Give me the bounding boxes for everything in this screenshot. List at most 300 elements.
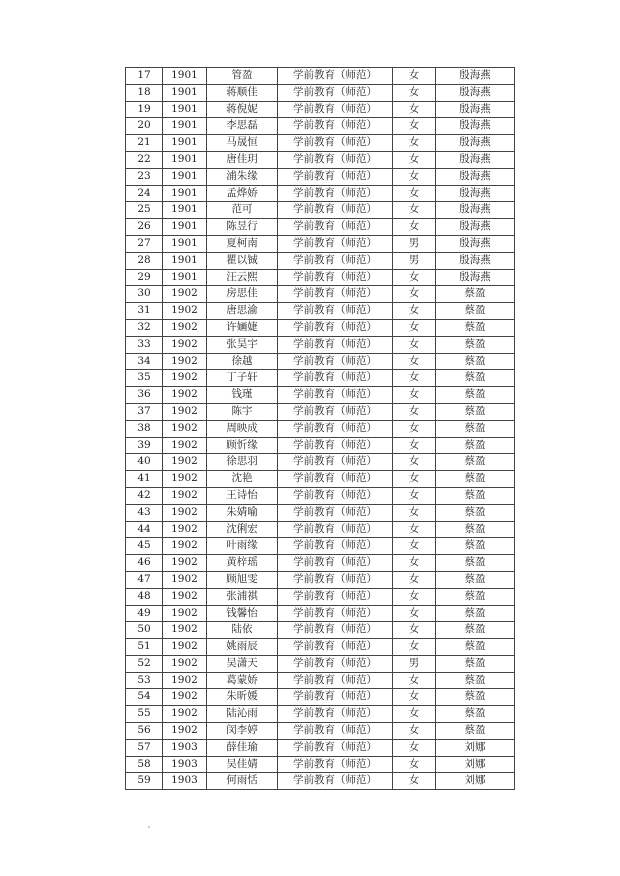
student-name-cell: 丁子轩 (207, 370, 278, 387)
major-cell: 学前教育（师范） (278, 168, 393, 185)
major-cell: 学前教育（师范） (278, 151, 393, 168)
teacher-cell: 蔡盈 (436, 420, 515, 437)
table-row (126, 118, 515, 135)
major-cell: 学前教育（师范） (278, 521, 393, 538)
table-row (126, 605, 515, 622)
teacher-cell: 刘娜 (436, 756, 515, 773)
student-name-cell: 陆沁雨 (207, 706, 278, 723)
table-row (126, 773, 515, 790)
major-cell: 学前教育（师范） (278, 101, 393, 118)
table-row (126, 84, 515, 101)
row-number-cell: 46 (126, 555, 163, 572)
row-number-cell: 47 (126, 571, 163, 588)
class-cell: 1902 (163, 672, 207, 689)
table-row (126, 555, 515, 572)
gender-cell: 女 (393, 370, 436, 387)
row-number-cell: 50 (126, 622, 163, 639)
major-cell: 学前教育（师范） (278, 353, 393, 370)
table-row (126, 219, 515, 236)
gender-cell: 女 (393, 487, 436, 504)
teacher-cell: 蔡盈 (436, 487, 515, 504)
major-cell: 学前教育（师范） (278, 639, 393, 656)
class-cell: 1902 (163, 706, 207, 723)
row-number-cell: 31 (126, 303, 163, 320)
gender-cell: 女 (393, 588, 436, 605)
row-number-cell: 55 (126, 706, 163, 723)
class-cell: 1901 (163, 84, 207, 101)
gender-cell: 女 (393, 555, 436, 572)
gender-cell: 女 (393, 387, 436, 404)
student-name-cell: 顾忻缘 (207, 437, 278, 454)
class-cell: 1902 (163, 353, 207, 370)
major-cell: 学前教育（师范） (278, 135, 393, 152)
row-number-cell: 57 (126, 739, 163, 756)
gender-cell: 男 (393, 655, 436, 672)
row-number-cell: 40 (126, 454, 163, 471)
row-number-cell: 48 (126, 588, 163, 605)
gender-cell: 女 (393, 521, 436, 538)
teacher-cell: 蔡盈 (436, 387, 515, 404)
class-cell: 1901 (163, 151, 207, 168)
gender-cell: 女 (393, 622, 436, 639)
gender-cell: 女 (393, 571, 436, 588)
row-number-cell: 24 (126, 185, 163, 202)
major-cell: 学前教育（师范） (278, 689, 393, 706)
row-number-cell: 41 (126, 471, 163, 488)
table-row (126, 303, 515, 320)
gender-cell: 男 (393, 252, 436, 269)
major-cell: 学前教育（师范） (278, 252, 393, 269)
table-row (126, 655, 515, 672)
teacher-cell: 蔡盈 (436, 588, 515, 605)
teacher-cell: 蔡盈 (436, 689, 515, 706)
major-cell: 学前教育（师范） (278, 269, 393, 286)
row-number-cell: 49 (126, 605, 163, 622)
class-cell: 1902 (163, 639, 207, 656)
major-cell: 学前教育（师范） (278, 370, 393, 387)
student-name-cell: 闵李婷 (207, 723, 278, 740)
scan-speck (148, 826, 150, 828)
teacher-cell: 蔡盈 (436, 555, 515, 572)
teacher-cell: 蔡盈 (436, 336, 515, 353)
row-number-cell: 22 (126, 151, 163, 168)
table-body (126, 68, 515, 790)
gender-cell: 女 (393, 605, 436, 622)
row-number-cell: 58 (126, 756, 163, 773)
class-cell: 1902 (163, 454, 207, 471)
row-number-cell: 17 (126, 68, 163, 85)
major-cell: 学前教育（师范） (278, 756, 393, 773)
major-cell: 学前教育（师范） (278, 571, 393, 588)
class-cell: 1901 (163, 252, 207, 269)
gender-cell: 女 (393, 353, 436, 370)
table-row (126, 672, 515, 689)
gender-cell: 女 (393, 672, 436, 689)
class-cell: 1902 (163, 689, 207, 706)
teacher-cell: 蔡盈 (436, 403, 515, 420)
class-cell: 1902 (163, 370, 207, 387)
gender-cell: 女 (393, 504, 436, 521)
student-name-cell: 陈宇 (207, 403, 278, 420)
student-name-cell: 朱昕媛 (207, 689, 278, 706)
gender-cell: 女 (393, 403, 436, 420)
row-number-cell: 37 (126, 403, 163, 420)
major-cell: 学前教育（师范） (278, 773, 393, 790)
table-row (126, 504, 515, 521)
gender-cell: 女 (393, 471, 436, 488)
class-cell: 1902 (163, 487, 207, 504)
student-name-cell: 唐思渝 (207, 303, 278, 320)
student-name-cell: 夏柯南 (207, 235, 278, 252)
gender-cell: 女 (393, 118, 436, 135)
table-row (126, 387, 515, 404)
row-number-cell: 53 (126, 672, 163, 689)
gender-cell: 男 (393, 235, 436, 252)
teacher-cell: 殷海燕 (436, 185, 515, 202)
teacher-cell: 蔡盈 (436, 370, 515, 387)
major-cell: 学前教育（师范） (278, 235, 393, 252)
gender-cell: 女 (393, 538, 436, 555)
teacher-cell: 蔡盈 (436, 454, 515, 471)
teacher-cell: 蔡盈 (436, 353, 515, 370)
row-number-cell: 18 (126, 84, 163, 101)
student-list-table (125, 67, 515, 790)
teacher-cell: 殷海燕 (436, 135, 515, 152)
class-cell: 1902 (163, 420, 207, 437)
gender-cell: 女 (393, 336, 436, 353)
student-name-cell: 周映成 (207, 420, 278, 437)
teacher-cell: 蔡盈 (436, 521, 515, 538)
major-cell: 学前教育（师范） (278, 420, 393, 437)
student-name-cell: 房思佳 (207, 286, 278, 303)
student-name-cell: 浦朱缘 (207, 168, 278, 185)
table-row (126, 135, 515, 152)
table-row (126, 471, 515, 488)
major-cell: 学前教育（师范） (278, 739, 393, 756)
student-name-cell: 蒋倪妮 (207, 101, 278, 118)
class-cell: 1902 (163, 471, 207, 488)
row-number-cell: 35 (126, 370, 163, 387)
gender-cell: 女 (393, 185, 436, 202)
student-name-cell: 许婳婕 (207, 319, 278, 336)
gender-cell: 女 (393, 437, 436, 454)
major-cell: 学前教育（师范） (278, 303, 393, 320)
class-cell: 1902 (163, 555, 207, 572)
row-number-cell: 44 (126, 521, 163, 538)
gender-cell: 女 (393, 420, 436, 437)
row-number-cell: 19 (126, 101, 163, 118)
row-number-cell: 30 (126, 286, 163, 303)
table-row (126, 235, 515, 252)
teacher-cell: 蔡盈 (436, 706, 515, 723)
teacher-cell: 殷海燕 (436, 269, 515, 286)
class-cell: 1902 (163, 588, 207, 605)
major-cell: 学前教育（师范） (278, 588, 393, 605)
row-number-cell: 51 (126, 639, 163, 656)
table-row (126, 723, 515, 740)
class-cell: 1901 (163, 168, 207, 185)
student-name-cell: 管盈 (207, 68, 278, 85)
class-cell: 1901 (163, 101, 207, 118)
table-row (126, 521, 515, 538)
table-row (126, 168, 515, 185)
class-cell: 1902 (163, 538, 207, 555)
teacher-cell: 刘娜 (436, 739, 515, 756)
class-cell: 1901 (163, 185, 207, 202)
teacher-cell: 殷海燕 (436, 235, 515, 252)
teacher-cell: 蔡盈 (436, 655, 515, 672)
major-cell: 学前教育（师范） (278, 672, 393, 689)
table-row (126, 269, 515, 286)
teacher-cell: 蔡盈 (436, 723, 515, 740)
student-name-cell: 姚雨辰 (207, 639, 278, 656)
major-cell: 学前教育（师范） (278, 605, 393, 622)
row-number-cell: 28 (126, 252, 163, 269)
gender-cell: 女 (393, 723, 436, 740)
gender-cell: 女 (393, 689, 436, 706)
major-cell: 学前教育（师范） (278, 723, 393, 740)
student-name-cell: 沈俐宏 (207, 521, 278, 538)
row-number-cell: 39 (126, 437, 163, 454)
gender-cell: 女 (393, 706, 436, 723)
table-row (126, 336, 515, 353)
gender-cell: 女 (393, 773, 436, 790)
teacher-cell: 蔡盈 (436, 672, 515, 689)
student-name-cell: 蒋顺佳 (207, 84, 278, 101)
class-cell: 1901 (163, 269, 207, 286)
major-cell: 学前教育（师范） (278, 538, 393, 555)
class-cell: 1902 (163, 723, 207, 740)
class-cell: 1902 (163, 403, 207, 420)
row-number-cell: 26 (126, 219, 163, 236)
major-cell: 学前教育（师范） (278, 437, 393, 454)
class-cell: 1902 (163, 319, 207, 336)
student-name-cell: 马晟恒 (207, 135, 278, 152)
class-cell: 1901 (163, 202, 207, 219)
gender-cell: 女 (393, 168, 436, 185)
major-cell: 学前教育（师范） (278, 319, 393, 336)
student-name-cell: 范可 (207, 202, 278, 219)
class-cell: 1902 (163, 387, 207, 404)
teacher-cell: 蔡盈 (436, 605, 515, 622)
table-row (126, 689, 515, 706)
major-cell: 学前教育（师范） (278, 118, 393, 135)
major-cell: 学前教育（师范） (278, 387, 393, 404)
major-cell: 学前教育（师范） (278, 219, 393, 236)
row-number-cell: 21 (126, 135, 163, 152)
student-name-cell: 沈艳 (207, 471, 278, 488)
class-cell: 1902 (163, 286, 207, 303)
gender-cell: 女 (393, 68, 436, 85)
major-cell: 学前教育（师范） (278, 336, 393, 353)
table-row (126, 622, 515, 639)
row-number-cell: 54 (126, 689, 163, 706)
row-number-cell: 33 (126, 336, 163, 353)
major-cell: 学前教育（师范） (278, 555, 393, 572)
class-cell: 1902 (163, 655, 207, 672)
major-cell: 学前教育（师范） (278, 68, 393, 85)
table-row (126, 487, 515, 504)
student-name-cell: 钱瑾 (207, 387, 278, 404)
gender-cell: 女 (393, 303, 436, 320)
teacher-cell: 蔡盈 (436, 471, 515, 488)
teacher-cell: 殷海燕 (436, 202, 515, 219)
table-row (126, 588, 515, 605)
major-cell: 学前教育（师范） (278, 202, 393, 219)
teacher-cell: 蔡盈 (436, 639, 515, 656)
gender-cell: 女 (393, 269, 436, 286)
row-number-cell: 59 (126, 773, 163, 790)
table-row (126, 202, 515, 219)
major-cell: 学前教育（师范） (278, 84, 393, 101)
table-row (126, 252, 515, 269)
gender-cell: 女 (393, 202, 436, 219)
table-row (126, 101, 515, 118)
gender-cell: 女 (393, 739, 436, 756)
class-cell: 1902 (163, 622, 207, 639)
teacher-cell: 蔡盈 (436, 538, 515, 555)
teacher-cell: 殷海燕 (436, 101, 515, 118)
major-cell: 学前教育（师范） (278, 487, 393, 504)
major-cell: 学前教育（师范） (278, 286, 393, 303)
teacher-cell: 殷海燕 (436, 84, 515, 101)
student-name-cell: 张浦祺 (207, 588, 278, 605)
row-number-cell: 52 (126, 655, 163, 672)
table-row (126, 437, 515, 454)
table-row (126, 353, 515, 370)
student-name-cell: 钱馨怡 (207, 605, 278, 622)
teacher-cell: 殷海燕 (436, 68, 515, 85)
teacher-cell: 殷海燕 (436, 219, 515, 236)
student-name-cell: 李思磊 (207, 118, 278, 135)
gender-cell: 女 (393, 639, 436, 656)
table-row (126, 403, 515, 420)
student-name-cell: 葛蒙娇 (207, 672, 278, 689)
gender-cell: 女 (393, 101, 436, 118)
major-cell: 学前教育（师范） (278, 185, 393, 202)
teacher-cell: 蔡盈 (436, 571, 515, 588)
gender-cell: 女 (393, 84, 436, 101)
table-row (126, 706, 515, 723)
major-cell: 学前教育（师范） (278, 504, 393, 521)
major-cell: 学前教育（师范） (278, 706, 393, 723)
class-cell: 1902 (163, 504, 207, 521)
class-cell: 1903 (163, 773, 207, 790)
student-name-cell: 吴潇天 (207, 655, 278, 672)
student-name-cell: 薛佳瑜 (207, 739, 278, 756)
gender-cell: 女 (393, 319, 436, 336)
teacher-cell: 蔡盈 (436, 437, 515, 454)
student-name-cell: 徐越 (207, 353, 278, 370)
class-cell: 1902 (163, 521, 207, 538)
table-row (126, 420, 515, 437)
student-name-cell: 汪云熙 (207, 269, 278, 286)
gender-cell: 女 (393, 454, 436, 471)
gender-cell: 女 (393, 286, 436, 303)
class-cell: 1902 (163, 437, 207, 454)
table-row (126, 286, 515, 303)
student-name-cell: 吴佳婧 (207, 756, 278, 773)
class-cell: 1901 (163, 118, 207, 135)
gender-cell: 女 (393, 756, 436, 773)
row-number-cell: 29 (126, 269, 163, 286)
student-name-cell: 孟烨娇 (207, 185, 278, 202)
major-cell: 学前教育（师范） (278, 454, 393, 471)
table-row (126, 319, 515, 336)
table-row (126, 370, 515, 387)
teacher-cell: 殷海燕 (436, 151, 515, 168)
row-number-cell: 20 (126, 118, 163, 135)
class-cell: 1901 (163, 135, 207, 152)
class-cell: 1902 (163, 336, 207, 353)
teacher-cell: 殷海燕 (436, 168, 515, 185)
row-number-cell: 42 (126, 487, 163, 504)
student-name-cell: 叶雨缘 (207, 538, 278, 555)
table-row (126, 756, 515, 773)
major-cell: 学前教育（师范） (278, 471, 393, 488)
row-number-cell: 56 (126, 723, 163, 740)
class-cell: 1903 (163, 739, 207, 756)
major-cell: 学前教育（师范） (278, 655, 393, 672)
class-cell: 1902 (163, 303, 207, 320)
class-cell: 1902 (163, 605, 207, 622)
student-name-cell: 陈昱行 (207, 219, 278, 236)
table-row (126, 538, 515, 555)
student-name-cell: 唐佳玥 (207, 151, 278, 168)
row-number-cell: 32 (126, 319, 163, 336)
row-number-cell: 34 (126, 353, 163, 370)
teacher-cell: 蔡盈 (436, 504, 515, 521)
teacher-cell: 刘娜 (436, 773, 515, 790)
table-row (126, 454, 515, 471)
class-cell: 1901 (163, 219, 207, 236)
teacher-cell: 殷海燕 (436, 252, 515, 269)
student-name-cell: 张昊宇 (207, 336, 278, 353)
major-cell: 学前教育（师范） (278, 622, 393, 639)
table-row (126, 151, 515, 168)
teacher-cell: 殷海燕 (436, 118, 515, 135)
student-name-cell: 陆依 (207, 622, 278, 639)
teacher-cell: 蔡盈 (436, 303, 515, 320)
student-name-cell: 顾旭雯 (207, 571, 278, 588)
teacher-cell: 蔡盈 (436, 286, 515, 303)
table-row (126, 68, 515, 85)
gender-cell: 女 (393, 219, 436, 236)
row-number-cell: 36 (126, 387, 163, 404)
row-number-cell: 43 (126, 504, 163, 521)
table-row (126, 639, 515, 656)
student-name-cell: 徐思羽 (207, 454, 278, 471)
row-number-cell: 27 (126, 235, 163, 252)
row-number-cell: 38 (126, 420, 163, 437)
class-cell: 1901 (163, 68, 207, 85)
student-name-cell: 瞿以铖 (207, 252, 278, 269)
student-name-cell: 何雨恬 (207, 773, 278, 790)
table-row (126, 739, 515, 756)
student-name-cell: 黄梓瑶 (207, 555, 278, 572)
gender-cell: 女 (393, 135, 436, 152)
class-cell: 1903 (163, 756, 207, 773)
row-number-cell: 23 (126, 168, 163, 185)
gender-cell: 女 (393, 151, 436, 168)
teacher-cell: 蔡盈 (436, 319, 515, 336)
major-cell: 学前教育（师范） (278, 403, 393, 420)
class-cell: 1901 (163, 235, 207, 252)
table-row (126, 185, 515, 202)
student-name-cell: 王诗怡 (207, 487, 278, 504)
table-row (126, 571, 515, 588)
class-cell: 1902 (163, 571, 207, 588)
